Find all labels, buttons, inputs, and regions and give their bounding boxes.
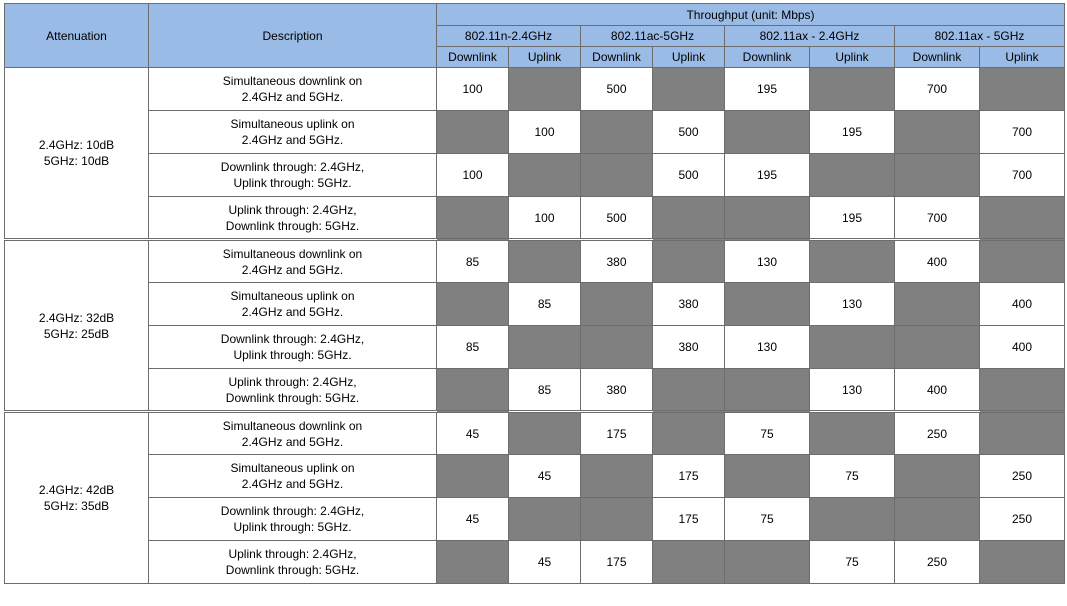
not-applicable-cell — [810, 154, 895, 197]
downlink-throughput-cell: 45 — [437, 498, 509, 541]
downlink-throughput-cell: 75 — [725, 498, 810, 541]
not-applicable-cell — [980, 369, 1065, 412]
description-cell — [149, 283, 437, 326]
uplink-throughput-cell: 100 — [509, 197, 581, 240]
header-description: Description — [149, 4, 437, 68]
uplink-throughput-cell: 195 — [810, 111, 895, 154]
uplink-throughput-cell: 400 — [980, 283, 1065, 326]
downlink-throughput-cell: 500 — [581, 68, 653, 111]
downlink-throughput-cell: 250 — [895, 412, 980, 455]
description-cell — [149, 541, 437, 584]
throughput-table-container — [4, 3, 1065, 584]
not-applicable-cell — [653, 412, 725, 455]
description-line: Downlink through: 2.4GHz, — [220, 160, 365, 174]
not-applicable-cell — [895, 154, 980, 197]
not-applicable-cell — [895, 111, 980, 154]
not-applicable-cell — [581, 154, 653, 197]
attenuation-cell — [5, 412, 149, 584]
downlink-throughput-cell: 500 — [581, 197, 653, 240]
description-line: Simultaneous uplink on — [230, 117, 355, 131]
downlink-throughput-cell: 175 — [581, 541, 653, 584]
downlink-throughput-cell: 130 — [725, 326, 810, 369]
table-row — [5, 412, 1065, 455]
header-standard-80211ax-24: 802.11ax - 2.4GHz — [725, 26, 895, 47]
description-line: Uplink through: 5GHz. — [233, 176, 352, 190]
not-applicable-cell — [581, 326, 653, 369]
downlink-throughput-cell: 195 — [725, 68, 810, 111]
not-applicable-cell — [509, 326, 581, 369]
description-line: Simultaneous uplink on — [230, 461, 355, 475]
header-uplink: Uplink — [810, 47, 895, 68]
table-body — [5, 68, 1065, 584]
table-row — [5, 111, 1065, 154]
not-applicable-cell — [725, 111, 810, 154]
uplink-throughput-cell: 250 — [980, 455, 1065, 498]
uplink-throughput-cell: 175 — [653, 498, 725, 541]
downlink-throughput-cell: 195 — [725, 154, 810, 197]
description-line: Downlink through: 5GHz. — [225, 218, 360, 233]
not-applicable-cell — [437, 197, 509, 240]
uplink-throughput-cell: 130 — [810, 283, 895, 326]
description-cell — [149, 154, 437, 197]
uplink-throughput-cell: 75 — [810, 541, 895, 584]
not-applicable-cell — [725, 455, 810, 498]
not-applicable-cell — [895, 326, 980, 369]
header-downlink: Downlink — [437, 47, 509, 68]
header-uplink: Uplink — [653, 47, 725, 68]
not-applicable-cell — [895, 283, 980, 326]
downlink-throughput-cell: 75 — [725, 412, 810, 455]
downlink-throughput-cell: 250 — [895, 541, 980, 584]
description-line: Uplink through: 5GHz. — [233, 520, 352, 534]
not-applicable-cell — [810, 498, 895, 541]
header-row-1 — [5, 4, 1065, 26]
description-cell — [149, 412, 437, 455]
not-applicable-cell — [980, 197, 1065, 240]
description-line: Simultaneous uplink on — [230, 289, 355, 303]
uplink-throughput-cell: 700 — [980, 111, 1065, 154]
description-cell — [149, 68, 437, 111]
description-line: Downlink through: 2.4GHz, — [220, 504, 365, 518]
not-applicable-cell — [509, 412, 581, 455]
downlink-throughput-cell: 380 — [581, 369, 653, 412]
description-line: Uplink through: 2.4GHz, — [228, 202, 357, 217]
table-row — [5, 369, 1065, 412]
not-applicable-cell — [437, 111, 509, 154]
not-applicable-cell — [653, 197, 725, 240]
uplink-throughput-cell: 175 — [653, 455, 725, 498]
downlink-throughput-cell: 700 — [895, 197, 980, 240]
uplink-throughput-cell: 400 — [980, 326, 1065, 369]
downlink-throughput-cell: 85 — [437, 240, 509, 283]
uplink-throughput-cell: 250 — [980, 498, 1065, 541]
description-line: 2.4GHz and 5GHz. — [241, 262, 344, 277]
header-downlink: Downlink — [895, 47, 980, 68]
downlink-throughput-cell: 100 — [437, 68, 509, 111]
header-standard-80211n-24: 802.11n-2.4GHz — [437, 26, 581, 47]
header-attenuation: Attenuation — [5, 4, 149, 68]
not-applicable-cell — [725, 197, 810, 240]
not-applicable-cell — [581, 498, 653, 541]
not-applicable-cell — [725, 369, 810, 412]
uplink-throughput-cell: 195 — [810, 197, 895, 240]
attenuation-cell — [5, 240, 149, 412]
description-line: Uplink through: 2.4GHz, — [228, 547, 357, 561]
attenuation-line: 5GHz: 35dB — [43, 499, 110, 513]
description-cell — [149, 197, 437, 240]
not-applicable-cell — [725, 283, 810, 326]
table-row — [5, 326, 1065, 369]
uplink-throughput-cell: 100 — [509, 111, 581, 154]
not-applicable-cell — [980, 240, 1065, 283]
downlink-throughput-cell: 400 — [895, 240, 980, 283]
attenuation-line: 2.4GHz: 32dB — [38, 310, 115, 325]
not-applicable-cell — [653, 68, 725, 111]
attenuation-line: 2.4GHz: 10dB — [38, 138, 115, 152]
uplink-throughput-cell: 500 — [653, 154, 725, 197]
uplink-throughput-cell: 75 — [810, 455, 895, 498]
not-applicable-cell — [653, 541, 725, 584]
not-applicable-cell — [810, 240, 895, 283]
header-uplink: Uplink — [980, 47, 1065, 68]
not-applicable-cell — [509, 498, 581, 541]
attenuation-line: 5GHz: 10dB — [43, 154, 110, 168]
downlink-throughput-cell: 130 — [725, 240, 810, 283]
description-cell — [149, 369, 437, 412]
uplink-throughput-cell: 700 — [980, 154, 1065, 197]
header-downlink: Downlink — [581, 47, 653, 68]
uplink-throughput-cell: 85 — [509, 283, 581, 326]
uplink-throughput-cell: 130 — [810, 369, 895, 412]
uplink-throughput-cell: 380 — [653, 326, 725, 369]
not-applicable-cell — [581, 283, 653, 326]
header-standard-80211ac-5: 802.11ac-5GHz — [581, 26, 725, 47]
description-line: 2.4GHz and 5GHz. — [241, 434, 344, 449]
not-applicable-cell — [653, 240, 725, 283]
description-line: Downlink through: 2.4GHz, — [220, 332, 365, 346]
not-applicable-cell — [581, 455, 653, 498]
uplink-throughput-cell: 85 — [509, 369, 581, 412]
description-cell — [149, 111, 437, 154]
uplink-throughput-cell: 380 — [653, 283, 725, 326]
not-applicable-cell — [810, 326, 895, 369]
table-row — [5, 68, 1065, 111]
not-applicable-cell — [437, 283, 509, 326]
description-line: Downlink through: 5GHz. — [225, 390, 360, 405]
downlink-throughput-cell: 100 — [437, 154, 509, 197]
attenuation-line: 2.4GHz: 42dB — [38, 483, 115, 497]
throughput-table — [4, 3, 1065, 584]
not-applicable-cell — [895, 498, 980, 541]
downlink-throughput-cell: 45 — [437, 412, 509, 455]
downlink-throughput-cell: 85 — [437, 326, 509, 369]
attenuation-cell — [5, 68, 149, 240]
not-applicable-cell — [980, 412, 1065, 455]
downlink-throughput-cell: 400 — [895, 369, 980, 412]
header-downlink: Downlink — [725, 47, 810, 68]
not-applicable-cell — [810, 68, 895, 111]
description-line: Simultaneous downlink on — [222, 246, 363, 261]
not-applicable-cell — [810, 412, 895, 455]
not-applicable-cell — [437, 455, 509, 498]
not-applicable-cell — [980, 541, 1065, 584]
attenuation-line: 5GHz: 25dB — [43, 326, 110, 341]
description-line: Simultaneous downlink on — [222, 74, 363, 88]
header-throughput: Throughput (unit: Mbps) — [437, 4, 1065, 26]
downlink-throughput-cell: 380 — [581, 240, 653, 283]
header-uplink: Uplink — [509, 47, 581, 68]
description-cell — [149, 240, 437, 283]
not-applicable-cell — [437, 541, 509, 584]
table-row — [5, 197, 1065, 240]
not-applicable-cell — [653, 369, 725, 412]
not-applicable-cell — [581, 111, 653, 154]
table-row — [5, 541, 1065, 584]
description-line: Simultaneous downlink on — [222, 418, 363, 433]
description-line: 2.4GHz and 5GHz. — [241, 133, 344, 147]
description-line: Downlink through: 5GHz. — [225, 563, 360, 577]
not-applicable-cell — [895, 455, 980, 498]
uplink-throughput-cell: 500 — [653, 111, 725, 154]
header-standard-80211ax-5: 802.11ax - 5GHz — [895, 26, 1065, 47]
description-line: 2.4GHz and 5GHz. — [241, 90, 344, 104]
description-line: 2.4GHz and 5GHz. — [241, 477, 344, 491]
not-applicable-cell — [509, 154, 581, 197]
uplink-throughput-cell: 45 — [509, 541, 581, 584]
not-applicable-cell — [980, 68, 1065, 111]
not-applicable-cell — [509, 68, 581, 111]
downlink-throughput-cell: 700 — [895, 68, 980, 111]
downlink-throughput-cell: 175 — [581, 412, 653, 455]
table-row — [5, 283, 1065, 326]
table-row — [5, 498, 1065, 541]
table-row — [5, 154, 1065, 197]
description-line: Uplink through: 5GHz. — [233, 348, 352, 362]
description-cell — [149, 498, 437, 541]
description-line: Uplink through: 2.4GHz, — [228, 374, 357, 389]
not-applicable-cell — [725, 541, 810, 584]
description-cell — [149, 455, 437, 498]
description-line: 2.4GHz and 5GHz. — [241, 305, 344, 319]
not-applicable-cell — [509, 240, 581, 283]
uplink-throughput-cell: 45 — [509, 455, 581, 498]
not-applicable-cell — [437, 369, 509, 412]
table-row — [5, 455, 1065, 498]
description-cell — [149, 326, 437, 369]
table-row — [5, 240, 1065, 283]
